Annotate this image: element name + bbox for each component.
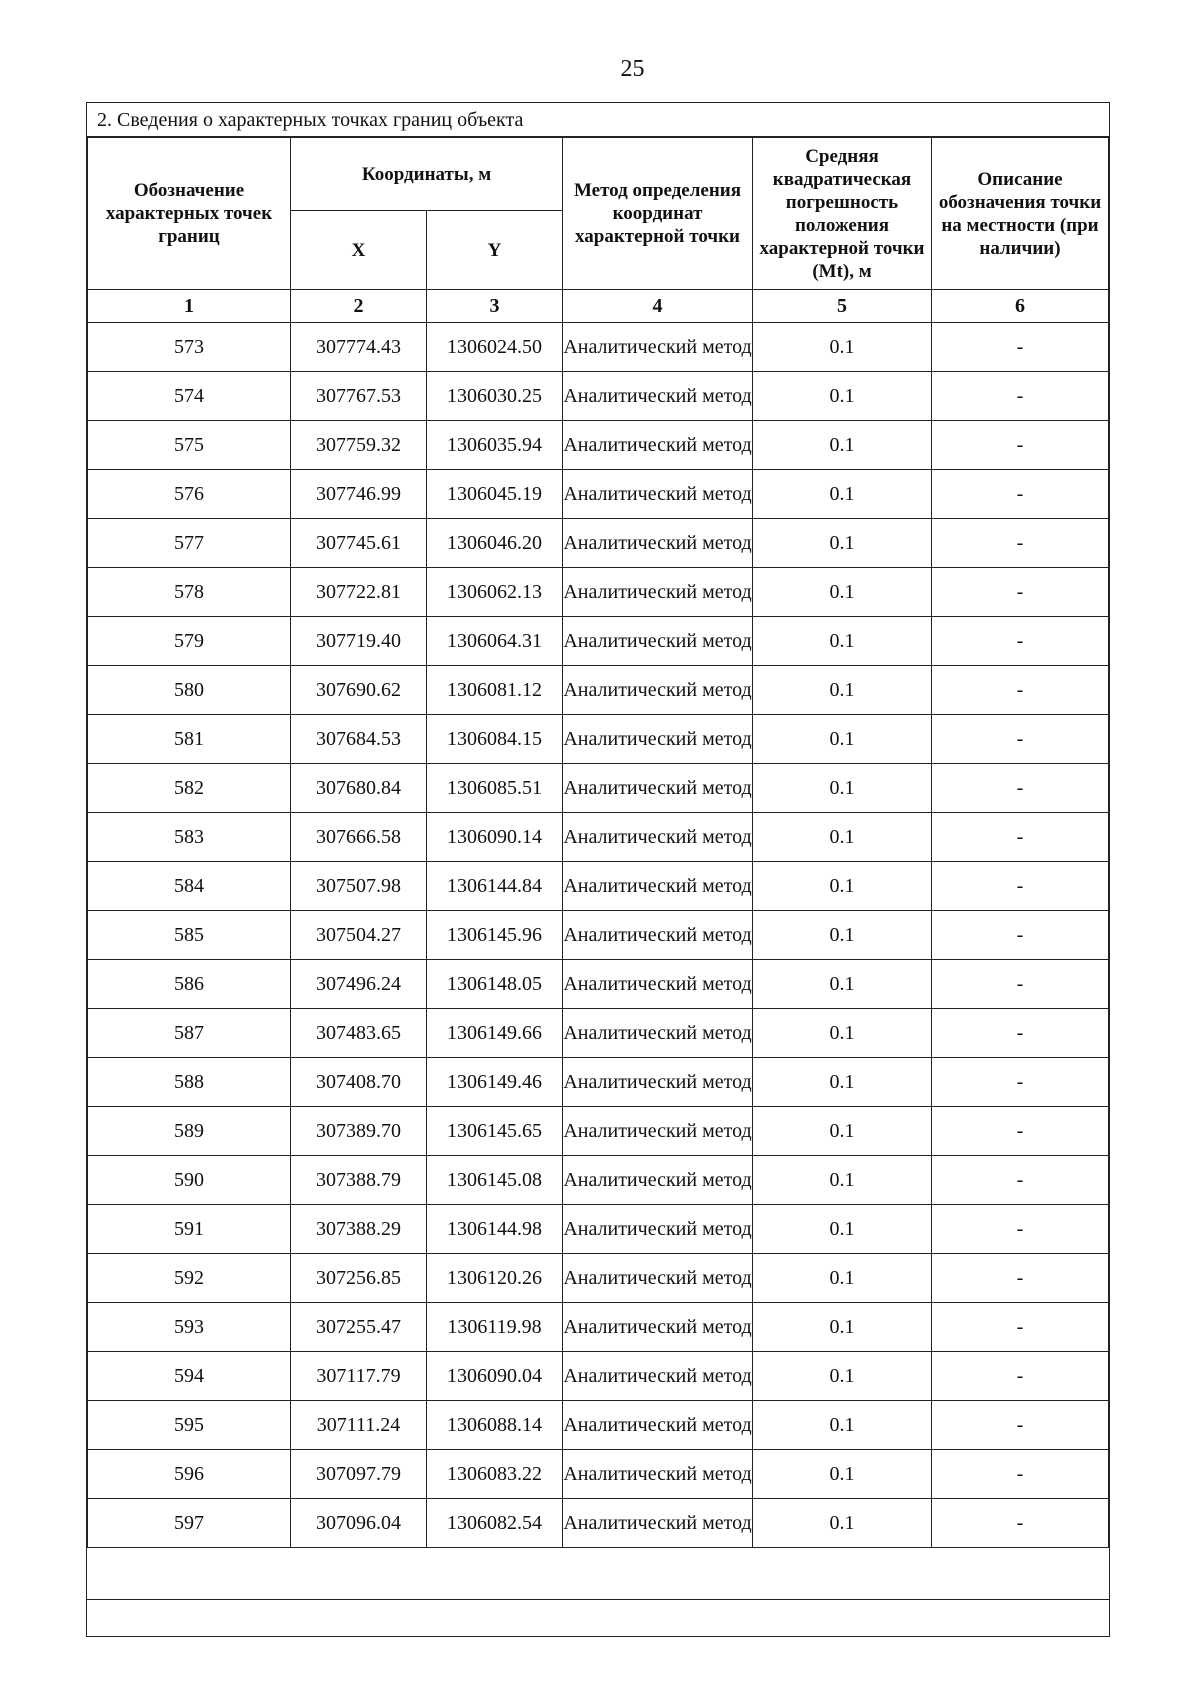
y-coordinate-cell: 1306120.26 bbox=[427, 1254, 563, 1303]
description-cell: - bbox=[932, 666, 1109, 715]
y-coordinate-cell: 1306062.13 bbox=[427, 568, 563, 617]
y-coordinate-cell: 1306024.50 bbox=[427, 323, 563, 372]
description-cell: - bbox=[932, 519, 1109, 568]
table-row bbox=[88, 1401, 1109, 1450]
method-cell: Аналитический метод bbox=[563, 1107, 753, 1156]
description-cell: - bbox=[932, 1352, 1109, 1401]
description-cell: - bbox=[932, 1254, 1109, 1303]
description-cell: - bbox=[932, 617, 1109, 666]
description-cell: - bbox=[932, 1205, 1109, 1254]
method-cell: Аналитический метод bbox=[563, 323, 753, 372]
y-coordinate-cell: 1306090.14 bbox=[427, 813, 563, 862]
table-row bbox=[88, 1450, 1109, 1499]
description-cell: - bbox=[932, 911, 1109, 960]
error-cell: 0.1 bbox=[753, 519, 932, 568]
y-coordinate-cell: 1306145.08 bbox=[427, 1156, 563, 1205]
x-coordinate-cell: 307504.27 bbox=[291, 911, 427, 960]
x-coordinate-cell: 307097.79 bbox=[291, 1450, 427, 1499]
error-cell: 0.1 bbox=[753, 323, 932, 372]
table-row bbox=[88, 1156, 1109, 1205]
point-cell: 591 bbox=[88, 1205, 291, 1254]
method-cell: Аналитический метод bbox=[563, 1205, 753, 1254]
table-row bbox=[88, 470, 1109, 519]
error-cell: 0.1 bbox=[753, 1009, 932, 1058]
point-cell: 579 bbox=[88, 617, 291, 666]
column-number: 2 bbox=[291, 290, 427, 323]
point-cell: 593 bbox=[88, 1303, 291, 1352]
description-cell: - bbox=[932, 1009, 1109, 1058]
method-cell: Аналитический метод bbox=[563, 617, 753, 666]
method-cell: Аналитический метод bbox=[563, 421, 753, 470]
point-cell: 594 bbox=[88, 1352, 291, 1401]
y-coordinate-cell: 1306030.25 bbox=[427, 372, 563, 421]
table-row bbox=[88, 1303, 1109, 1352]
error-cell: 0.1 bbox=[753, 1156, 932, 1205]
header-y: Y bbox=[427, 211, 563, 290]
header-designation: Обозначение характерных точек границ bbox=[88, 138, 291, 290]
description-cell: - bbox=[932, 1450, 1109, 1499]
point-cell: 596 bbox=[88, 1450, 291, 1499]
description-cell: - bbox=[932, 715, 1109, 764]
method-cell: Аналитический метод bbox=[563, 372, 753, 421]
method-cell: Аналитический метод bbox=[563, 1009, 753, 1058]
x-coordinate-cell: 307507.98 bbox=[291, 862, 427, 911]
x-coordinate-cell: 307111.24 bbox=[291, 1401, 427, 1450]
point-cell: 583 bbox=[88, 813, 291, 862]
method-cell: Аналитический метод bbox=[563, 764, 753, 813]
table-row bbox=[88, 617, 1109, 666]
table-row bbox=[88, 1254, 1109, 1303]
table-row bbox=[88, 372, 1109, 421]
point-cell: 592 bbox=[88, 1254, 291, 1303]
x-coordinate-cell: 307388.79 bbox=[291, 1156, 427, 1205]
point-cell: 597 bbox=[88, 1499, 291, 1548]
y-coordinate-cell: 1306144.84 bbox=[427, 862, 563, 911]
x-coordinate-cell: 307745.61 bbox=[291, 519, 427, 568]
x-coordinate-cell: 307759.32 bbox=[291, 421, 427, 470]
section-title: 2. Сведения о характерных точках границ объекта bbox=[87, 103, 1109, 137]
error-cell: 0.1 bbox=[753, 617, 932, 666]
description-cell: - bbox=[932, 372, 1109, 421]
description-cell: - bbox=[932, 470, 1109, 519]
point-cell: 595 bbox=[88, 1401, 291, 1450]
point-cell: 575 bbox=[88, 421, 291, 470]
error-cell: 0.1 bbox=[753, 1401, 932, 1450]
y-coordinate-cell: 1306119.98 bbox=[427, 1303, 563, 1352]
header-method: Метод определения координат характерной точки bbox=[563, 138, 753, 290]
header-error: Средняя квадратическая погрешность положения характерной точки (Mt), м bbox=[753, 138, 932, 290]
table-row bbox=[88, 715, 1109, 764]
y-coordinate-cell: 1306144.98 bbox=[427, 1205, 563, 1254]
point-cell: 588 bbox=[88, 1058, 291, 1107]
y-coordinate-cell: 1306081.12 bbox=[427, 666, 563, 715]
point-cell: 589 bbox=[88, 1107, 291, 1156]
table-row bbox=[88, 911, 1109, 960]
point-cell: 584 bbox=[88, 862, 291, 911]
header-x: X bbox=[291, 211, 427, 290]
table-row bbox=[88, 421, 1109, 470]
error-cell: 0.1 bbox=[753, 1058, 932, 1107]
description-cell: - bbox=[932, 764, 1109, 813]
method-cell: Аналитический метод bbox=[563, 568, 753, 617]
table-row bbox=[88, 960, 1109, 1009]
y-coordinate-cell: 1306035.94 bbox=[427, 421, 563, 470]
method-cell: Аналитический метод bbox=[563, 715, 753, 764]
header-description: Описание обозначения точки на местности (при наличии) bbox=[932, 138, 1109, 290]
error-cell: 0.1 bbox=[753, 715, 932, 764]
point-cell: 577 bbox=[88, 519, 291, 568]
point-cell: 582 bbox=[88, 764, 291, 813]
table-row bbox=[88, 1009, 1109, 1058]
table-row bbox=[88, 519, 1109, 568]
y-coordinate-cell: 1306145.65 bbox=[427, 1107, 563, 1156]
error-cell: 0.1 bbox=[753, 1352, 932, 1401]
y-coordinate-cell: 1306149.46 bbox=[427, 1058, 563, 1107]
point-cell: 581 bbox=[88, 715, 291, 764]
error-cell: 0.1 bbox=[753, 1205, 932, 1254]
column-number: 6 bbox=[932, 290, 1109, 323]
y-coordinate-cell: 1306083.22 bbox=[427, 1450, 563, 1499]
table-row bbox=[88, 323, 1109, 372]
column-number: 3 bbox=[427, 290, 563, 323]
method-cell: Аналитический метод bbox=[563, 1450, 753, 1499]
x-coordinate-cell: 307666.58 bbox=[291, 813, 427, 862]
error-cell: 0.1 bbox=[753, 421, 932, 470]
method-cell: Аналитический метод bbox=[563, 519, 753, 568]
x-coordinate-cell: 307680.84 bbox=[291, 764, 427, 813]
y-coordinate-cell: 1306064.31 bbox=[427, 617, 563, 666]
x-coordinate-cell: 307117.79 bbox=[291, 1352, 427, 1401]
point-cell: 574 bbox=[88, 372, 291, 421]
method-cell: Аналитический метод bbox=[563, 911, 753, 960]
table-row bbox=[88, 1205, 1109, 1254]
x-coordinate-cell: 307388.29 bbox=[291, 1205, 427, 1254]
header-coordinates: Координаты, м bbox=[291, 138, 563, 211]
y-coordinate-cell: 1306045.19 bbox=[427, 470, 563, 519]
table-row bbox=[88, 1058, 1109, 1107]
x-coordinate-cell: 307389.70 bbox=[291, 1107, 427, 1156]
error-cell: 0.1 bbox=[753, 862, 932, 911]
method-cell: Аналитический метод bbox=[563, 1352, 753, 1401]
error-cell: 0.1 bbox=[753, 1107, 932, 1156]
error-cell: 0.1 bbox=[753, 1450, 932, 1499]
error-cell: 0.1 bbox=[753, 666, 932, 715]
description-cell: - bbox=[932, 1499, 1109, 1548]
column-number: 4 bbox=[563, 290, 753, 323]
point-cell: 578 bbox=[88, 568, 291, 617]
x-coordinate-cell: 307483.65 bbox=[291, 1009, 427, 1058]
point-cell: 587 bbox=[88, 1009, 291, 1058]
method-cell: Аналитический метод bbox=[563, 1499, 753, 1548]
table-row bbox=[88, 1352, 1109, 1401]
error-cell: 0.1 bbox=[753, 1254, 932, 1303]
description-cell: - bbox=[932, 1303, 1109, 1352]
method-cell: Аналитический метод bbox=[563, 1058, 753, 1107]
x-coordinate-cell: 307256.85 bbox=[291, 1254, 427, 1303]
method-cell: Аналитический метод bbox=[563, 862, 753, 911]
description-cell: - bbox=[932, 1107, 1109, 1156]
document-frame bbox=[86, 102, 1110, 1637]
column-number: 1 bbox=[88, 290, 291, 323]
description-cell: - bbox=[932, 813, 1109, 862]
method-cell: Аналитический метод bbox=[563, 960, 753, 1009]
error-cell: 0.1 bbox=[753, 911, 932, 960]
page-number: 25 bbox=[620, 56, 645, 82]
y-coordinate-cell: 1306085.51 bbox=[427, 764, 563, 813]
method-cell: Аналитический метод bbox=[563, 1401, 753, 1450]
method-cell: Аналитический метод bbox=[563, 1254, 753, 1303]
x-coordinate-cell: 307767.53 bbox=[291, 372, 427, 421]
error-cell: 0.1 bbox=[753, 764, 932, 813]
x-coordinate-cell: 307746.99 bbox=[291, 470, 427, 519]
description-cell: - bbox=[932, 960, 1109, 1009]
point-cell: 590 bbox=[88, 1156, 291, 1205]
description-cell: - bbox=[932, 1058, 1109, 1107]
table-row bbox=[88, 862, 1109, 911]
description-cell: - bbox=[932, 1156, 1109, 1205]
error-cell: 0.1 bbox=[753, 470, 932, 519]
x-coordinate-cell: 307496.24 bbox=[291, 960, 427, 1009]
table-row bbox=[88, 764, 1109, 813]
error-cell: 0.1 bbox=[753, 568, 932, 617]
method-cell: Аналитический метод bbox=[563, 470, 753, 519]
x-coordinate-cell: 307774.43 bbox=[291, 323, 427, 372]
point-cell: 585 bbox=[88, 911, 291, 960]
points-table bbox=[87, 137, 1109, 1548]
method-cell: Аналитический метод bbox=[563, 813, 753, 862]
table-body bbox=[88, 323, 1109, 1548]
x-coordinate-cell: 307684.53 bbox=[291, 715, 427, 764]
x-coordinate-cell: 307408.70 bbox=[291, 1058, 427, 1107]
x-coordinate-cell: 307719.40 bbox=[291, 617, 427, 666]
table-row bbox=[88, 813, 1109, 862]
x-coordinate-cell: 307096.04 bbox=[291, 1499, 427, 1548]
error-cell: 0.1 bbox=[753, 960, 932, 1009]
table-footer-strip bbox=[87, 1599, 1109, 1636]
method-cell: Аналитический метод bbox=[563, 1303, 753, 1352]
y-coordinate-cell: 1306149.66 bbox=[427, 1009, 563, 1058]
description-cell: - bbox=[932, 568, 1109, 617]
y-coordinate-cell: 1306088.14 bbox=[427, 1401, 563, 1450]
method-cell: Аналитический метод bbox=[563, 1156, 753, 1205]
description-cell: - bbox=[932, 862, 1109, 911]
column-number: 5 bbox=[753, 290, 932, 323]
x-coordinate-cell: 307690.62 bbox=[291, 666, 427, 715]
y-coordinate-cell: 1306090.04 bbox=[427, 1352, 563, 1401]
point-cell: 586 bbox=[88, 960, 291, 1009]
y-coordinate-cell: 1306148.05 bbox=[427, 960, 563, 1009]
error-cell: 0.1 bbox=[753, 1303, 932, 1352]
point-cell: 580 bbox=[88, 666, 291, 715]
y-coordinate-cell: 1306084.15 bbox=[427, 715, 563, 764]
table-row bbox=[88, 1499, 1109, 1548]
table-row bbox=[88, 1107, 1109, 1156]
point-cell: 576 bbox=[88, 470, 291, 519]
error-cell: 0.1 bbox=[753, 372, 932, 421]
x-coordinate-cell: 307255.47 bbox=[291, 1303, 427, 1352]
x-coordinate-cell: 307722.81 bbox=[291, 568, 427, 617]
description-cell: - bbox=[932, 323, 1109, 372]
y-coordinate-cell: 1306145.96 bbox=[427, 911, 563, 960]
y-coordinate-cell: 1306046.20 bbox=[427, 519, 563, 568]
method-cell: Аналитический метод bbox=[563, 666, 753, 715]
point-cell: 573 bbox=[88, 323, 291, 372]
table-row bbox=[88, 568, 1109, 617]
y-coordinate-cell: 1306082.54 bbox=[427, 1499, 563, 1548]
description-cell: - bbox=[932, 421, 1109, 470]
error-cell: 0.1 bbox=[753, 1499, 932, 1548]
description-cell: - bbox=[932, 1401, 1109, 1450]
error-cell: 0.1 bbox=[753, 813, 932, 862]
table-row bbox=[88, 666, 1109, 715]
